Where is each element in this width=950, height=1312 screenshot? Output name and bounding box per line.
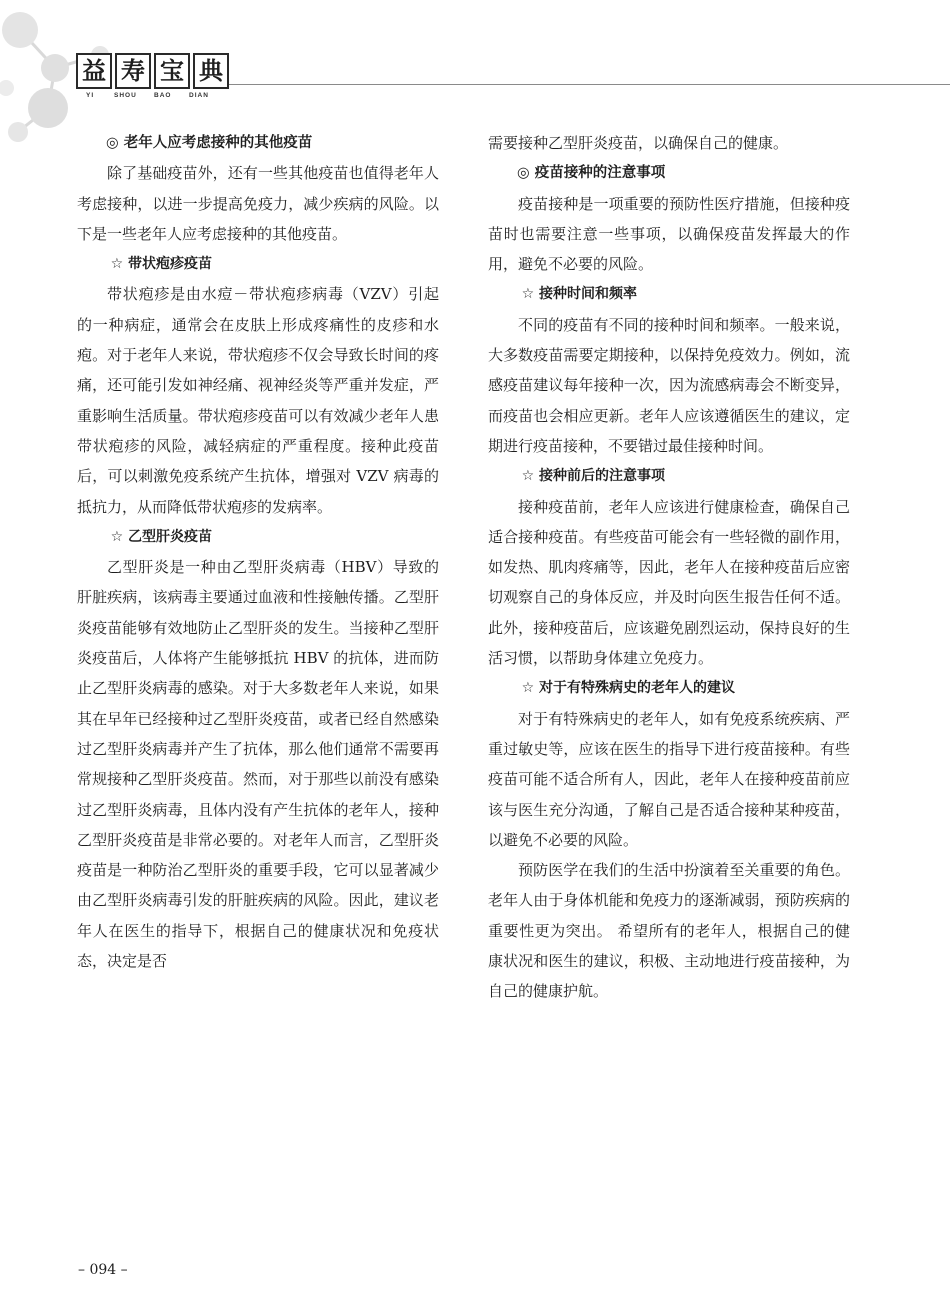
subsection-heading: ☆ 带状疱疹疫苗: [110, 256, 213, 273]
subsection-heading: ☆ 对于有特殊病史的老年人的建议: [521, 680, 736, 697]
right-column: [488, 128, 850, 1007]
subsection-heading: ☆ 接种前后的注意事项: [521, 468, 666, 485]
brand-char: 寿: [115, 53, 151, 89]
paragraph: 对于有特殊病史的老年人，如有免疫系统疾病、严重过敏史等，应该在医生的指导下进行疫苗接种。有些疫苗可能不适合所有人，因此，老年人在接种疫苗前应该与医生充分沟通，了解自己是否适合接种某种疫苗，以避免不必要的风险。: [488, 709, 850, 849]
paragraph: 疫苗接种是一项重要的预防性医疗措施，但接种疫苗时也需要注意一些事项，以确保疫苗发挥最大的作用，避免不必要的风险。: [488, 194, 850, 274]
brand-char: 益: [76, 53, 112, 89]
paragraph: 除了基础疫苗外，还有一些其他疫苗也值得老年人考虑接种，以进一步提高免疫力，减少疾病的风险。以下是一些老年人应考虑接种的其他疫苗。: [77, 164, 439, 243]
left-column: [77, 128, 439, 976]
paragraph-continued: 需要接种乙型肝炎疫苗，以确保自己的健康。: [488, 134, 789, 152]
brand-pinyin: BAO: [154, 92, 172, 99]
paragraph: 带状疱疹是由水痘－带状疱疹病毒（VZV）引起的一种病症，通常会在皮肤上形成疼痛性的皮疹和水疱。对于老年人来说，带状疱疹不仅会导致长时间的疼痛，还可能引发如神经痛、视神经炎等严重并发症，严重影响生活质量。带状疱疹疫苗可以有效减少老年人患带状疱疹的风险，减轻病症的严重程度。接种此疫苗后，可以刺激免疫系统产生抗体，增强对 VZV 病毒的抵抗力，从而降低带状疱疹的发病率。: [77, 285, 439, 516]
subsection-heading: ☆ 接种时间和频率: [521, 286, 638, 303]
paragraph: 不同的疫苗有不同的接种时间和频率。一般来说，大多数疫苗需要定期接种，以保持免疫效力。例如，流感疫苗建议每年接种一次，因为流感病毒会不断变异，而疫苗也会相应更新。老年人应该遵循医生的建议，定期进行疫苗接种，不要错过最佳接种时间。: [488, 315, 850, 455]
brand-char: 宝: [154, 53, 190, 89]
header-rule: [222, 84, 950, 85]
brand-char: 典: [193, 53, 229, 89]
brand-logo: [76, 53, 229, 89]
brand-pinyin: SHOU: [114, 92, 137, 99]
brand-pinyin: YI: [86, 92, 95, 99]
paragraph: 乙型肝炎是一种由乙型肝炎病毒（HBV）导致的肝脏疾病，该病毒主要通过血液和性接触传播。乙型肝炎疫苗能够有效地防止乙型肝炎的发生。当接种乙型肝炎疫苗后，人体将产生能够抵抗 HBV 的抗体，进而防止乙型肝炎病毒的感染。对于大多数老年人来说，如果其在早年已经接种过乙型肝炎疫苗，或者已经自然感染过乙型肝炎病毒并产生了抗体，那么他们通常不需要再常规接种乙型肝炎疫苗。然而，对于那些以前没有感染过乙型肝炎病毒，且体内没有产生抗体的老年人，接种乙型肝炎疫苗是非常必要的。对老年人而言，乙型肝炎疫苗是一种防治乙型肝炎的重要手段，它可以显著减少由乙型肝炎病毒引发的肝脏疾病的风险。因此，建议老年人在医生的指导下，根据自己的健康状况和免疫状态，决定是否: [77, 558, 439, 971]
subsection-heading: ☆ 乙型肝炎疫苗: [110, 528, 213, 545]
paragraph: 预防医学在我们的生活中扮演着至关重要的角色。老年人由于身体机能和免疫力的逐渐减弱，预防疾病的重要性更为突出。 希望所有的老年人，根据自己的健康状况和医生的建议，积极、主动地进行疫苗接种，为自己的健康护航。: [488, 861, 850, 1001]
page-number: – 094 –: [78, 1262, 128, 1278]
section-heading: ◎ 老年人应考虑接种的其他疫苗: [106, 135, 313, 151]
brand-pinyin: DIAN: [189, 92, 209, 99]
section-heading: ◎ 疫苗接种的注意事项: [517, 165, 666, 182]
paragraph: 接种疫苗前，老年人应该进行健康检查，确保自己适合接种疫苗。有些疫苗可能会有一些轻微的副作用，如发热、肌肉疼痛等，因此，老年人在接种疫苗后应密切观察自己的身体反应，并及时向医生报告任何不适。此外，接种疫苗后，应该避免剧烈运动，保持良好的生活习惯，以帮助身体建立免疫力。: [488, 497, 850, 668]
